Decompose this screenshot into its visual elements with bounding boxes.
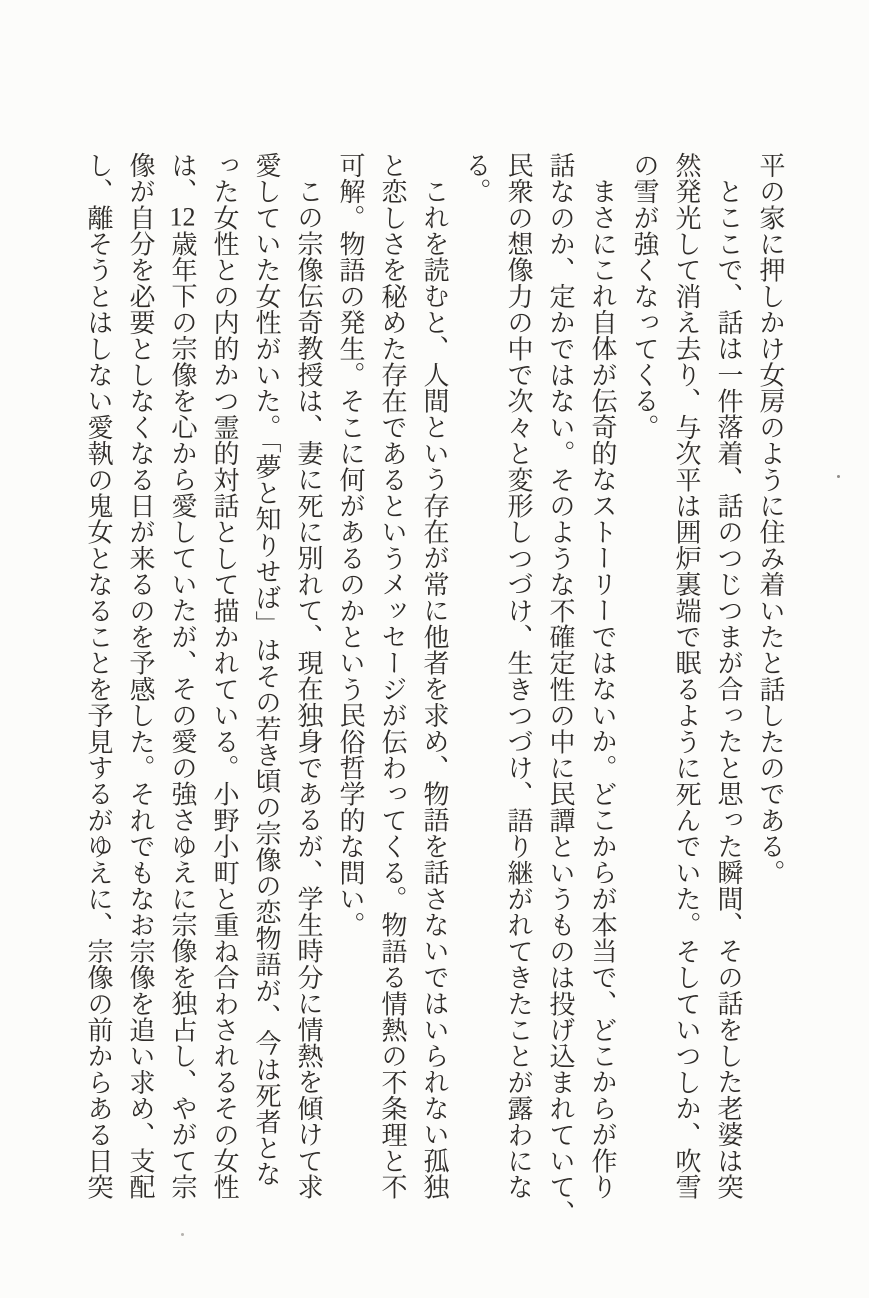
text-column: これを読むと、人間という存在が常に他者を求め、物語を話さないではいられない孤独 xyxy=(420,178,449,1200)
text-column: とここで、話は一件落着、話のつじつまが合ったと思った瞬間、その話をした老婆は突 xyxy=(714,178,743,1200)
text-column: と恋しさを秘めた存在であるというメッセージが伝わってくる。物語る情熱の不条理と不 xyxy=(378,152,407,1200)
vertical-text-block xyxy=(77,152,791,1227)
text-column: まさにこれ自体が伝奇的なストーリーではないか。どこからが本当で、どこからが作り xyxy=(588,178,617,1200)
text-column: る。 xyxy=(462,152,491,205)
ink-speck xyxy=(837,475,840,478)
text-column: 平の家に押しかけ女房のように住み着いたと話したのである。 xyxy=(756,152,785,886)
text-column: 民衆の想像力の中で次々と変形しつづけ、生きつづけ、語り継がれてきたことが露わにな xyxy=(504,152,533,1200)
text-column: 話なのか、定かではない。そのような不確定性の中に民譚というものは投げ込まれていて、 xyxy=(546,152,575,1227)
text-column: った女性との内的かつ霊的対話として描かれている。小野小町と重ね合わされるその女性 xyxy=(210,152,239,1200)
text-column: 可解。物語の発生。そこに何があるのかという民俗哲学的な問い。 xyxy=(336,152,365,938)
text-column: は、12歳年下の宗像を心から愛していたが、その愛の強さゆえに宗像を独占し、やがて宗 xyxy=(168,152,197,1200)
text-column: し、離そうとはしない愛執の鬼女となることを予見するがゆえに、宗像の前からある日突 xyxy=(84,152,113,1200)
tate-chu-yoko-number: 12 xyxy=(169,204,196,231)
text-column: の雪が強くなってくる。 xyxy=(630,152,659,441)
text-column: 然発光して消え去り、与次平は囲炉裏端で眠るように死んでいた。そしていつしか、吹雪 xyxy=(672,152,701,1200)
text-column: 愛していた女性がいた。「夢と知りせば」はその若き頃の宗像の恋物語が、今は死者とな xyxy=(252,152,281,1187)
text-column: この宗像伝奇教授は、妻に死に別れて、現在独身であるが、学生時分に情熱を傾けて求 xyxy=(294,178,323,1200)
ink-speck xyxy=(181,1233,184,1236)
text-column: 像が自分を必要としなくなる日が来るのを予感した。それでもなお宗像を追い求め、支配 xyxy=(126,152,155,1200)
